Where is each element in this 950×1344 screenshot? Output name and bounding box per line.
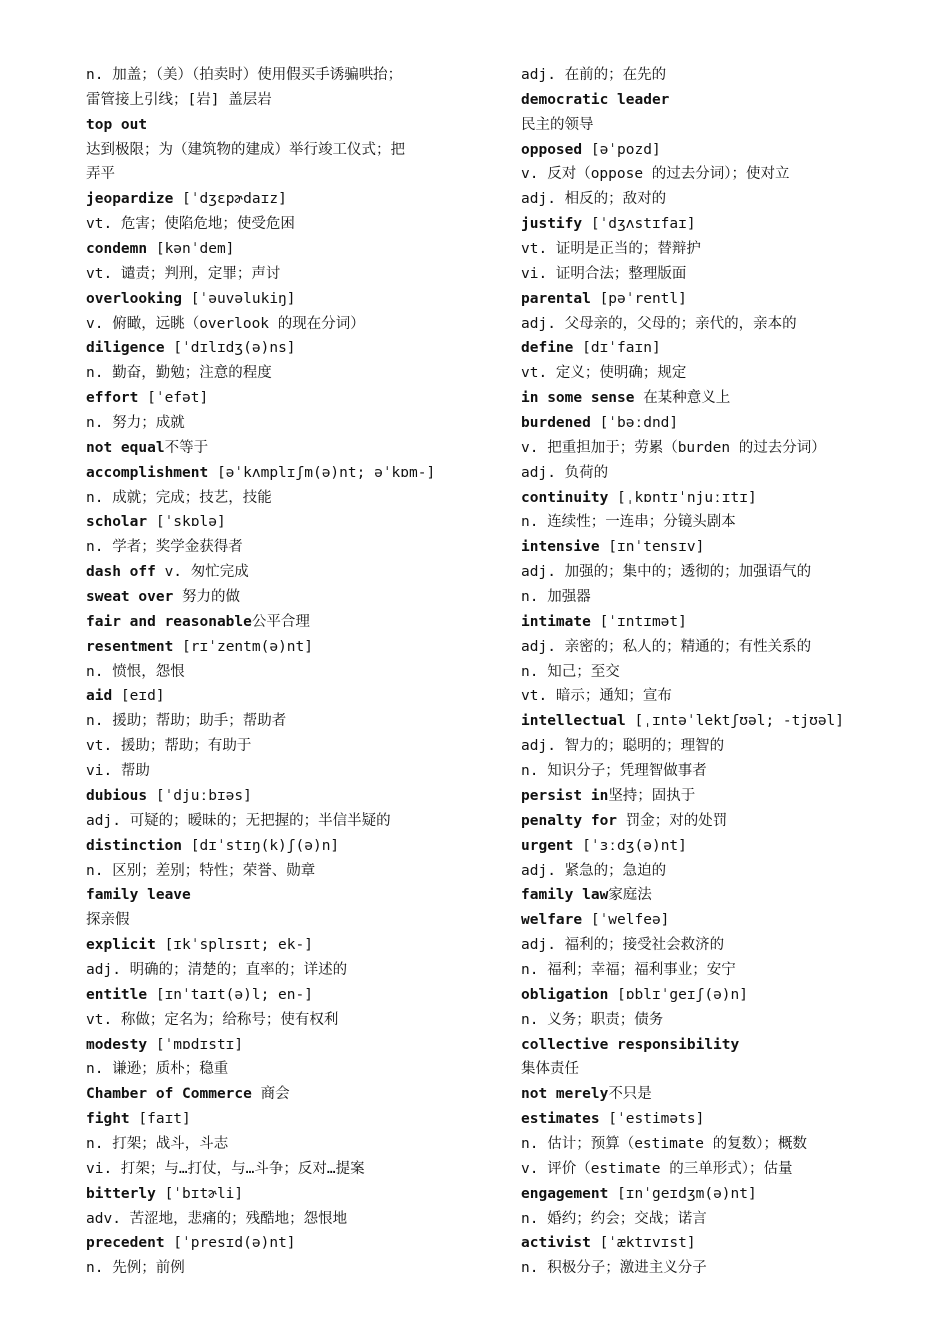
phonetic: [ɪkˈsplɪsɪt; ek-] [155, 937, 313, 954]
definition-line [521, 859, 931, 884]
phonetic: [ˈɜːdʒ(ə)nt] [573, 837, 687, 854]
phonetic: [pəˈrentl] [590, 290, 687, 307]
definition-text: vt. 暗示；通知；宣布 [521, 688, 672, 705]
vocab-word: bitterly [86, 1185, 156, 1202]
definition-line [521, 436, 931, 461]
definition-line [521, 113, 931, 138]
phonetic: [ˈefət] [138, 390, 209, 407]
vocab-entry-line [521, 1033, 931, 1058]
phonetic: [əˈkʌmplɪʃm(ə)nt; əˈkɒm-] [208, 464, 436, 481]
vocab-word: urgent [521, 837, 574, 854]
phonetic: [ˈskɒlə] [147, 514, 226, 531]
vocab-entry-line [521, 212, 931, 237]
definition-line [521, 187, 931, 212]
vocab-word: intensive [521, 539, 600, 556]
vocab-word: fair and reasonable [86, 613, 252, 630]
vocab-word: modesty [86, 1036, 148, 1053]
meaning: v. 匆忙完成 [155, 564, 249, 581]
vocab-word: distinction [86, 837, 183, 854]
vocab-entry-line [86, 684, 496, 709]
definition-text: vi. 帮助 [86, 763, 150, 780]
phonetic: [ɪnˈtensɪv] [599, 539, 705, 556]
definition-text: n. 义务；职责；债务 [521, 1011, 664, 1028]
vocab-entry-line [86, 510, 496, 535]
meaning: 不等于 [164, 439, 209, 456]
definition-text: n. 积极分子；激进主义分子 [521, 1260, 707, 1277]
definition-text: v. 反对（oppose 的过去分词）；使对立 [521, 166, 790, 183]
vocab-word: intellectual [521, 713, 626, 730]
phonetic: [ɪnˈgeɪdʒm(ə)nt] [608, 1185, 757, 1202]
vocab-word: dubious [86, 787, 148, 804]
definition-text: v. 评价（estimate 的三单形式）；估量 [521, 1160, 793, 1177]
vocab-entry-line [521, 1182, 931, 1207]
phonetic: [ˌkɒntɪˈnjuːɪtɪ] [608, 489, 757, 506]
definition-line [521, 933, 931, 958]
phonetic: [ˈwelfeə] [582, 912, 670, 929]
vocab-entry-line [521, 883, 931, 908]
vocab-word: engagement [521, 1185, 609, 1202]
vocab-entry-line [86, 933, 496, 958]
phonetic: [ˌɪntəˈlektʃʊəl; -tjʊəl] [625, 713, 845, 730]
definition-text: n. 知己；至交 [521, 663, 620, 680]
vocab-entry-line [86, 834, 496, 859]
phonetic: [ˈmɒdɪstɪ] [147, 1036, 244, 1053]
definition-line [86, 63, 496, 88]
definition-line [521, 958, 931, 983]
definition-line [521, 361, 931, 386]
meaning: 罚金；对的处罚 [617, 812, 728, 829]
definition-text: v. 俯瞰，远眺（overlook 的现在分词） [86, 315, 365, 332]
vocab-word: opposed [521, 141, 583, 158]
vocab-entry-line [521, 535, 931, 560]
vocab-word: parental [521, 290, 591, 307]
vocab-entry-line [86, 436, 496, 461]
vocab-word: democratic leader [521, 91, 670, 108]
vocab-entry-line [86, 187, 496, 212]
vocab-entry-line [521, 784, 931, 809]
phonetic: [dɪˈstɪŋ(k)ʃ(ə)n] [182, 837, 340, 854]
definition-text: vt. 称做；定名为；给称号；使有权利 [86, 1011, 339, 1028]
vocab-word: welfare [521, 912, 583, 929]
vocab-word: collective responsibility [521, 1036, 740, 1053]
vocab-word: estimates [521, 1111, 600, 1128]
definition-line [86, 312, 496, 337]
definition-text: adj. 亲密的；私人的；精通的；有性关系的 [521, 638, 812, 655]
definition-text: v. 把重担加于；劳累（burden 的过去分词） [521, 439, 826, 456]
vocab-word: fight [86, 1111, 130, 1128]
definition-line [521, 312, 931, 337]
definition-line [86, 88, 496, 113]
vocab-entry-line [86, 560, 496, 585]
definition-text: n. 婚约；约会；交战；诺言 [521, 1210, 707, 1227]
vocab-entry-line [86, 883, 496, 908]
definition-line [86, 486, 496, 511]
vocab-entry-line [521, 1231, 931, 1256]
vocab-word: family leave [86, 887, 191, 904]
definition-text: adj. 智力的；聪明的；理智的 [521, 738, 725, 755]
definition-text: n. 加强器 [521, 589, 591, 606]
vocab-entry-line [86, 1107, 496, 1132]
vocab-word: dash off [86, 564, 156, 581]
definition-text: vt. 定义；使明确；规定 [521, 365, 687, 382]
definition-line [521, 262, 931, 287]
definition-text: adj. 父母亲的，父母的；亲代的，亲本的 [521, 315, 797, 332]
left-column [86, 63, 496, 1281]
vocab-word: explicit [86, 937, 156, 954]
vocab-word: intimate [521, 613, 591, 630]
definition-text: vt. 证明是正当的；替辩护 [521, 241, 701, 258]
vocab-entry-line [521, 908, 931, 933]
definition-line [86, 660, 496, 685]
definition-text: n. 努力；成就 [86, 415, 185, 432]
definition-line [521, 560, 931, 585]
definition-line [521, 1157, 931, 1182]
vocab-word: penalty for [521, 812, 618, 829]
definition-line [521, 585, 931, 610]
definition-line [86, 1256, 496, 1281]
definition-text: adj. 福利的；接受社会救济的 [521, 937, 725, 954]
vocab-entry-line [86, 287, 496, 312]
definition-text: n. 勤奋，勤勉；注意的程度 [86, 365, 272, 382]
definition-text: n. 打架；战斗，斗志 [86, 1135, 229, 1152]
phonetic: [ˈæktɪvɪst] [590, 1235, 696, 1252]
definition-line [521, 1008, 931, 1033]
vocab-word: not merely [521, 1086, 609, 1103]
vocab-word: define [521, 340, 574, 357]
vocab-word: burdened [521, 415, 591, 432]
definition-line [86, 535, 496, 560]
definition-text: 弄平 [86, 166, 115, 183]
definition-text: n. 区别；差别；特性；荣誉、勋章 [86, 862, 316, 879]
definition-text: n. 知识分子；凭理智做事者 [521, 763, 707, 780]
meaning: 家庭法 [608, 887, 652, 904]
definition-text: n. 加盖；（美）（拍卖时）使用假买手诱骗哄抬； [86, 67, 403, 83]
definition-text: vt. 危害；使陷危地；使受危困 [86, 216, 295, 233]
phonetic: [ˈdɪlɪdʒ(ə)ns] [164, 340, 296, 357]
definition-line [521, 684, 931, 709]
vocab-entry-line [521, 1107, 931, 1132]
vocab-word: justify [521, 216, 583, 233]
vocab-word: resentment [86, 638, 174, 655]
meaning: 商会 [251, 1086, 290, 1103]
definition-text: n. 援助；帮助；助手；帮助者 [86, 713, 287, 730]
vocab-word: aid [86, 688, 113, 705]
vocab-entry-line [86, 1082, 496, 1107]
vocab-entry-line [521, 411, 931, 436]
vocab-entry-line [521, 709, 931, 734]
definition-line [86, 1057, 496, 1082]
vocab-word: not equal [86, 439, 165, 456]
phonetic: [ɒblɪˈgeɪʃ(ə)n] [608, 986, 748, 1003]
vocab-word: continuity [521, 489, 609, 506]
definition-text: adj. 负荷的 [521, 464, 609, 481]
phonetic: [kənˈdem] [147, 241, 235, 258]
definition-line [86, 1207, 496, 1232]
definition-line [86, 958, 496, 983]
definition-line [521, 510, 931, 535]
definition-text: vi. 证明合法；整理版面 [521, 265, 687, 282]
definition-line [521, 1207, 931, 1232]
definition-line [86, 162, 496, 187]
definition-line [86, 908, 496, 933]
definition-line [521, 1132, 931, 1157]
definition-line [86, 411, 496, 436]
vocab-entry-line [86, 784, 496, 809]
definition-text: adj. 明确的；清楚的；直率的；详述的 [86, 961, 348, 978]
vocab-word: precedent [86, 1235, 165, 1252]
definition-line [521, 63, 931, 88]
vocab-word: in some sense [521, 390, 635, 407]
vocab-word: persist in [521, 787, 609, 804]
definition-text: n. 愤恨，怨恨 [86, 663, 185, 680]
definition-text: vt. 援助；帮助；有助于 [86, 738, 252, 755]
phonetic: [ˈdʒɛpɚdaɪz] [173, 191, 287, 208]
vocab-word: Chamber of Commerce [86, 1086, 252, 1103]
phonetic: [dɪˈfaɪn] [573, 340, 661, 357]
definition-text: 民主的领导 [521, 116, 594, 133]
definition-line [521, 734, 931, 759]
phonetic: [eɪd] [112, 688, 165, 705]
vocab-entry-line [521, 88, 931, 113]
definition-text: adj. 相反的；敌对的 [521, 191, 667, 208]
phonetic: [ˈɪntɪmət] [590, 613, 687, 630]
vocab-entry-line [86, 1033, 496, 1058]
vocab-entry-line [86, 1231, 496, 1256]
definition-line [86, 734, 496, 759]
vocab-entry-line [521, 1082, 931, 1107]
definition-text: n. 谦逊；质朴；稳重 [86, 1061, 229, 1078]
definition-text: 达到极限；为（建筑物的建成）举行竣工仪式；把 [86, 141, 405, 158]
vocab-entry-line [86, 461, 496, 486]
definition-text: vi. 打架；与…打仗，与…斗争；反对…提案 [86, 1160, 365, 1177]
phonetic: [ˈdjuːbɪəs] [147, 787, 252, 804]
vocab-entry-line [521, 287, 931, 312]
definition-text: adj. 可疑的；暧昧的；无把握的；半信半疑的 [86, 812, 391, 829]
definition-line [86, 759, 496, 784]
definition-text: adv. 苦涩地，悲痛的；残酷地；怨恨地 [86, 1210, 348, 1227]
vocab-entry-line [86, 983, 496, 1008]
definition-text: n. 估计；预算（estimate 的复数）；概数 [521, 1135, 808, 1152]
phonetic: [faɪt] [129, 1111, 191, 1128]
vocab-entry-line [86, 386, 496, 411]
definition-line [521, 1256, 931, 1281]
phonetic: [ˈestiməts] [599, 1111, 705, 1128]
vocab-word: obligation [521, 986, 609, 1003]
definition-line [86, 361, 496, 386]
vocab-entry-line [521, 834, 931, 859]
vocab-entry-line [86, 635, 496, 660]
definition-text: 集体责任 [521, 1061, 579, 1078]
meaning: 不只是 [608, 1086, 652, 1103]
vocab-entry-line [521, 336, 931, 361]
vocab-word: scholar [86, 514, 148, 531]
definition-text: n. 学者；奖学金获得者 [86, 539, 243, 556]
definition-line [86, 1132, 496, 1157]
definition-line [86, 809, 496, 834]
meaning: 坚持；固执于 [608, 787, 696, 804]
vocab-entry-line [521, 809, 931, 834]
vocab-entry-line [86, 336, 496, 361]
definition-line [86, 212, 496, 237]
vocab-entry-line [521, 610, 931, 635]
phonetic: [rɪˈzentm(ə)nt] [173, 638, 313, 655]
phonetic: [ˈpresɪd(ə)nt] [164, 1235, 296, 1252]
definition-line [86, 1157, 496, 1182]
definition-text: adj. 加强的；集中的；透彻的；加强语气的 [521, 564, 812, 581]
meaning: 公平合理 [251, 613, 310, 630]
vocab-word: jeopardize [86, 191, 174, 208]
phonetic: [ˈbɪtɚli] [155, 1185, 244, 1202]
definition-text: n. 先例；前例 [86, 1260, 185, 1277]
vocab-entry-line [86, 585, 496, 610]
definition-line [521, 660, 931, 685]
meaning: 在某种意义上 [634, 390, 731, 407]
right-column [521, 63, 931, 1281]
definition-line [86, 262, 496, 287]
definition-line [521, 162, 931, 187]
definition-line [86, 859, 496, 884]
vocab-entry-line [86, 1182, 496, 1207]
definition-line [86, 709, 496, 734]
definition-text: adj. 在前的；在先的 [521, 67, 667, 83]
vocab-entry-line [521, 486, 931, 511]
vocab-word: effort [86, 390, 139, 407]
definition-line [521, 461, 931, 486]
definition-text: n. 连续性；一连串；分镜头剧本 [521, 514, 736, 531]
vocab-entry-line [521, 983, 931, 1008]
vocab-word: family law [521, 887, 609, 904]
definition-line [521, 1057, 931, 1082]
vocab-entry-line [86, 237, 496, 262]
vocab-entry-line [86, 610, 496, 635]
definition-line [521, 759, 931, 784]
vocab-word: top out [86, 116, 148, 133]
vocab-word: activist [521, 1235, 591, 1252]
vocab-entry-line [521, 386, 931, 411]
vocab-word: accomplishment [86, 464, 209, 481]
definition-line [86, 138, 496, 163]
definition-text: 探亲假 [86, 912, 130, 929]
vocab-word: diligence [86, 340, 165, 357]
vocab-word: sweat over [86, 589, 174, 606]
definition-text: n. 福利；幸福；福利事业；安宁 [521, 961, 736, 978]
meaning: 努力的做 [173, 589, 241, 606]
definition-text: n. 成就；完成；技艺，技能 [86, 489, 272, 506]
phonetic: [əˈpozd] [582, 141, 661, 158]
phonetic: [ˈbəːdnd] [590, 415, 679, 432]
definition-line [521, 635, 931, 660]
definition-line [521, 237, 931, 262]
vocab-word: condemn [86, 241, 148, 258]
definition-text: vt. 谴责；判刑，定罪；声讨 [86, 265, 281, 282]
definition-text: adj. 紧急的；急迫的 [521, 862, 667, 879]
vocab-word: overlooking [86, 290, 183, 307]
phonetic: [ˈdʒʌstɪfaɪ] [582, 216, 696, 233]
vocab-entry-line [521, 138, 931, 163]
phonetic: [ˈəuvəlukiŋ] [182, 290, 296, 307]
definition-text: 雷管接上引线；[岩] 盖层岩 [86, 91, 272, 108]
phonetic: [ɪnˈtaɪt(ə)l; en-] [147, 986, 313, 1003]
definition-line [86, 1008, 496, 1033]
vocab-word: entitle [86, 986, 148, 1003]
vocab-entry-line [86, 113, 496, 138]
